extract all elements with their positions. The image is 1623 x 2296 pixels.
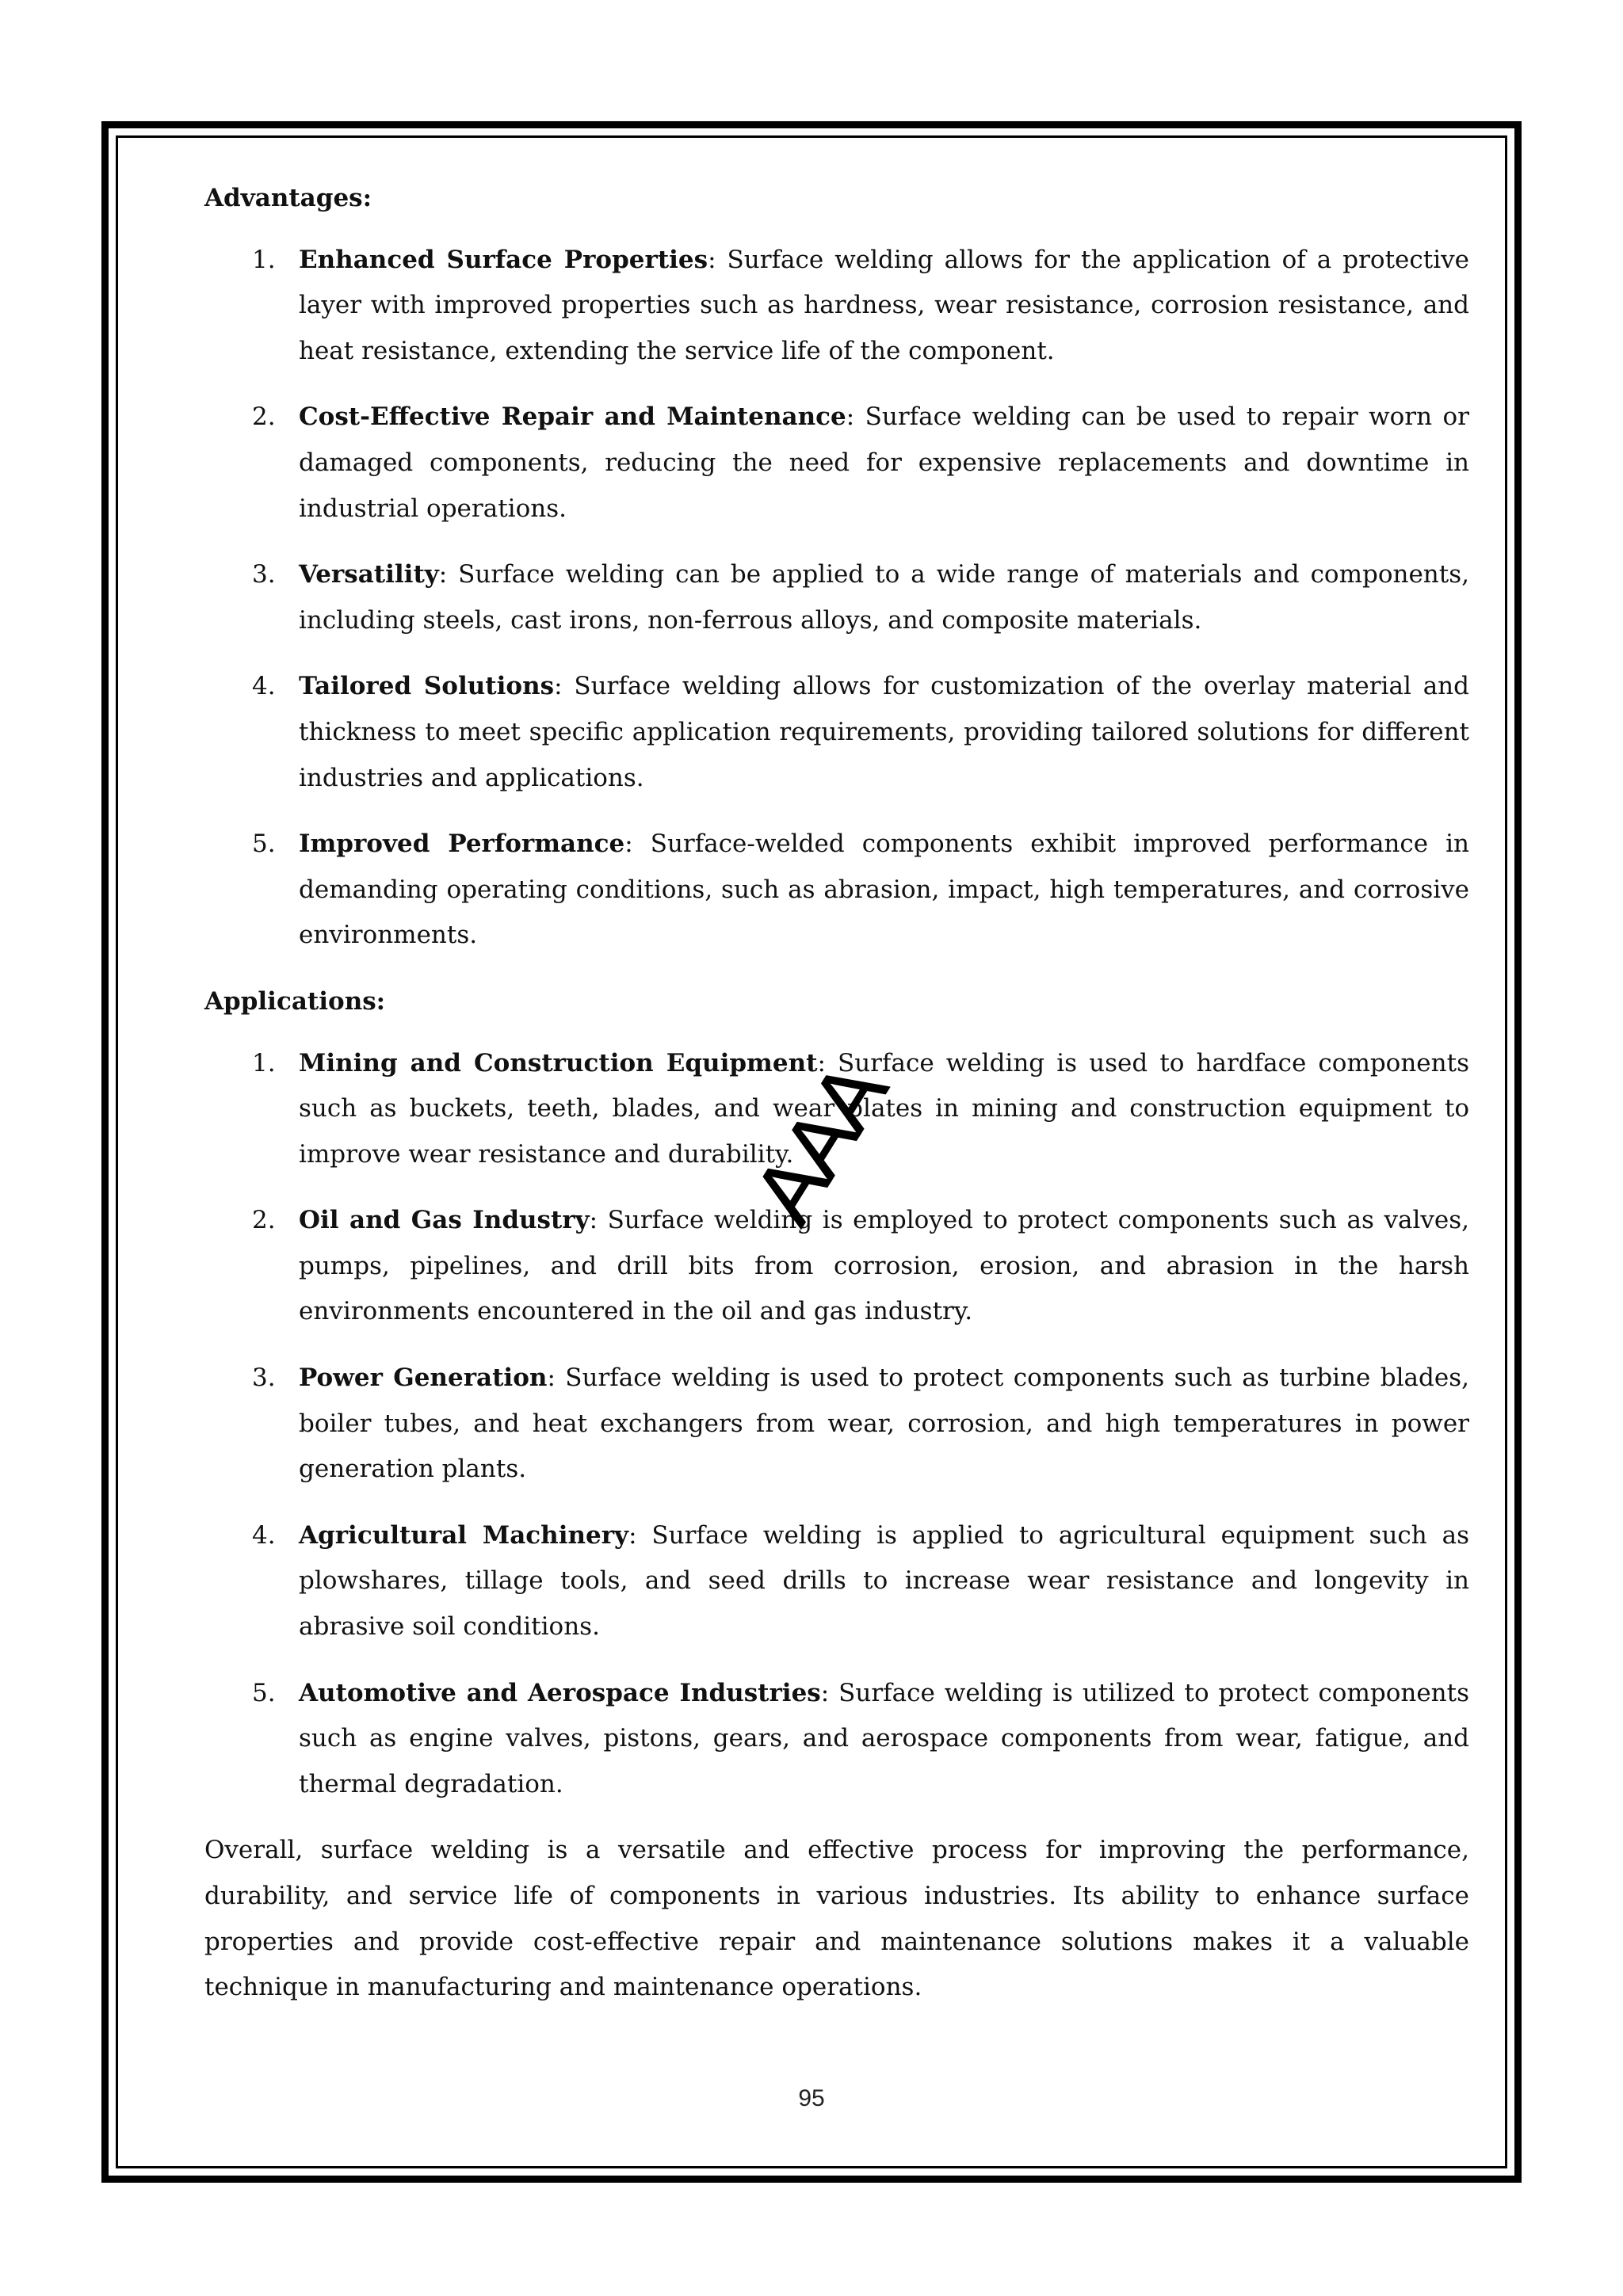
applications-list — [204, 1041, 1469, 1808]
item-text: : Surface welding allows for the application of a protective layer with improved properties such as hardness, wear resistance, corrosion resistance, and heat resistance, extending the service life of the component. — [299, 245, 1469, 365]
list-item — [204, 395, 1469, 532]
item-text: : Surface welding allows for customization of the overlay material and thickness to meet specific application requirements, providing tailored solutions for different industries and applications. — [299, 672, 1469, 792]
item-term: Automotive and Aerospace Industries — [299, 1678, 821, 1707]
page-content — [204, 176, 1469, 2011]
list-item — [204, 1671, 1469, 1808]
item-term: Cost-Effective Repair and Maintenance — [299, 402, 846, 432]
item-term: Power Generation — [299, 1363, 548, 1393]
item-term: Agricultural Machinery — [299, 1520, 629, 1550]
item-term: Improved Performance — [299, 830, 625, 859]
watermark: AAA — [734, 1047, 905, 1240]
item-number: 2. — [252, 1206, 276, 1235]
item-text: : Surface welding is used to hardface components such as buckets, teeth, blades, and wear plates in mining and construction equipment to improve wear resistance and durability. — [299, 1048, 1469, 1169]
list-item — [204, 238, 1469, 375]
list-item — [204, 822, 1469, 959]
list-item — [204, 1198, 1469, 1335]
list-item — [204, 552, 1469, 643]
item-number: 3. — [252, 1363, 276, 1393]
item-number: 4. — [252, 1520, 276, 1550]
item-text: : Surface welding is used to protect components such as turbine blades, boiler tubes, and heat exchangers from wear, corrosion, and high temperatures in power generation plants. — [299, 1363, 1469, 1484]
item-text: : Surface welding is employed to protect components such as valves, pumps, pipelines, and drill bits from corrosion, erosion, and abrasion in the harsh environments encountered in the oil and gas industry. — [299, 1206, 1469, 1326]
advantages-list — [204, 238, 1469, 959]
list-item — [204, 1513, 1469, 1650]
item-term: Mining and Construction Equipment — [299, 1048, 818, 1077]
page-number: 95 — [798, 2085, 825, 2111]
item-term: Versatility — [299, 560, 439, 589]
conclusion-paragraph: Overall, surface welding is a versatile and effective process for improving the performance, durability, and service life of components in various industries. Its ability to enhance surface properties and provide cost-effective repair and maintenance solutions makes it a valuable technique in manufacturing and maintenance operations. — [204, 1836, 1469, 2002]
item-term: Oil and Gas Industry — [299, 1206, 590, 1235]
item-text: : Surface welding is utilized to protect components such as engine valves, pistons, gears, and aerospace components from wear, fatigue, and thermal degradation. — [299, 1678, 1470, 1798]
item-text: : Surface-welded components exhibit improved performance in demanding operating conditions, such as abrasion, impact, high temperatures, and corrosive environments. — [299, 830, 1469, 950]
item-text: : Surface welding can be used to repair worn or damaged components, reducing the need for expensive replacements and downtime in industrial operations. — [299, 402, 1469, 523]
item-text: : Surface welding can be applied to a wide range of materials and components, including steels, cast irons, non-ferrous alloys, and composite materials. — [299, 560, 1469, 635]
item-number: 1. — [252, 245, 276, 274]
item-number: 1. — [252, 1048, 276, 1077]
item-number: 5. — [252, 1678, 276, 1707]
item-number: 2. — [252, 402, 276, 432]
list-item — [204, 1356, 1469, 1493]
item-number: 5. — [252, 830, 276, 859]
advantages-heading: Advantages: — [204, 184, 372, 212]
item-number: 4. — [252, 672, 276, 701]
item-term: Enhanced Surface Properties — [299, 245, 708, 274]
applications-heading: Applications: — [204, 986, 386, 1016]
item-number: 3. — [252, 560, 276, 589]
list-item — [204, 1041, 1469, 1178]
item-text: : Surface welding is applied to agricultural equipment such as plowshares, tillage tools, and seed drills to increase wear resistance and longevity in abrasive soil conditions. — [299, 1520, 1469, 1642]
list-item — [204, 664, 1469, 801]
item-term: Tailored Solutions — [299, 672, 555, 701]
